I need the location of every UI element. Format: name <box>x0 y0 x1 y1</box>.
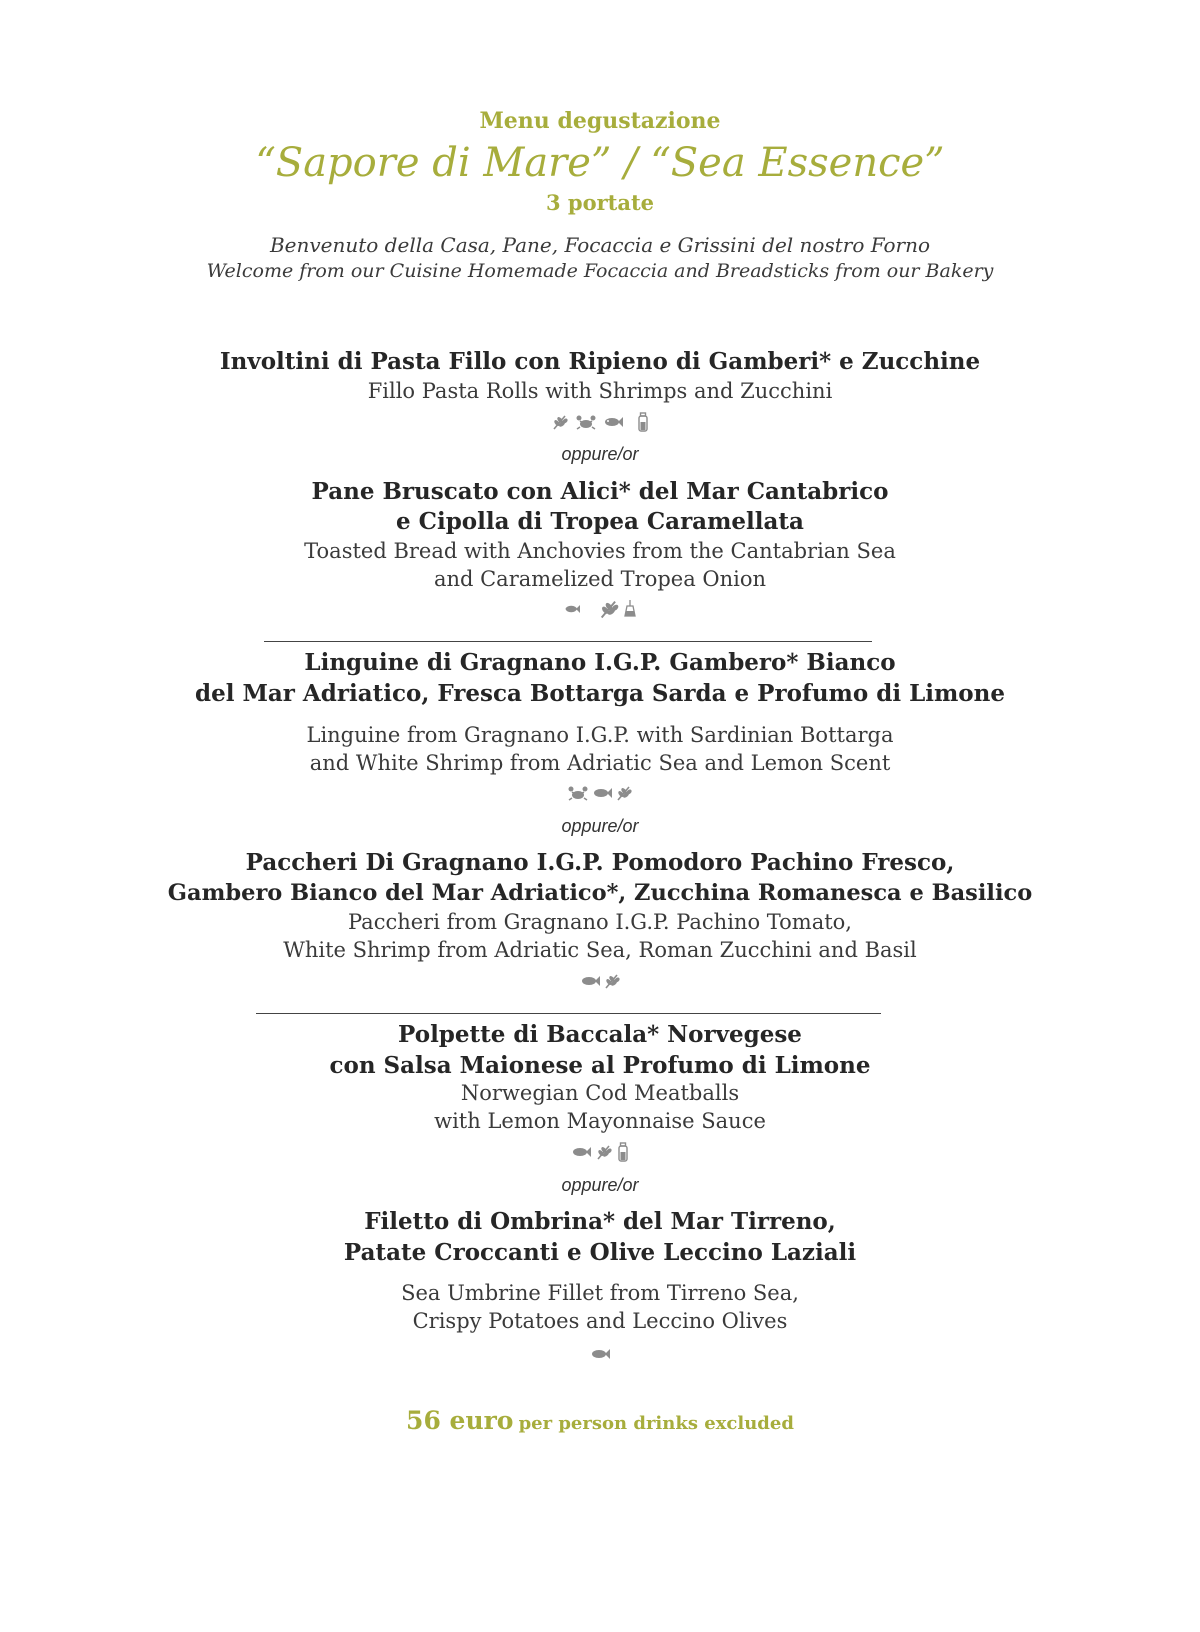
welcome-english: Welcome from our Cuisine Homemade Focaccia and Breadsticks from our Bakery <box>206 260 994 282</box>
or-separator-1: oppure/or <box>561 444 639 464</box>
dish-5-italian-line-2: con Salsa Maionese al Profumo di Limone <box>329 1052 871 1079</box>
dish-2-italian-line-2: e Cipolla di Tropea Caramellata <box>396 508 804 535</box>
sulphite-icon <box>624 599 636 619</box>
dish-3-allergens <box>0 784 1200 802</box>
courses-count: 3 portate <box>545 190 655 215</box>
dish-2-english-line-1: Toasted Bread with Anchovies from the Cantabrian Sea <box>304 539 896 563</box>
dish-1-english-line-1: Fillo Pasta Rolls with Shrimps and Zucchini <box>367 379 833 403</box>
dish-6-italian-line-2: Patate Croccanti e Olive Leccino Laziali <box>343 1239 857 1266</box>
dish-6-allergens <box>0 1348 1200 1360</box>
price-amount: 56 euro <box>406 1406 514 1435</box>
dish-3-italian-line-1: Linguine di Gragnano I.G.P. Gambero* Bianco <box>304 649 896 676</box>
dairy-icon <box>617 1142 629 1162</box>
or-separator-3: oppure/or <box>561 1175 639 1195</box>
dish-6-italian-line-1: Filetto di Ombrina* del Mar Tirreno, <box>364 1208 836 1235</box>
dish-6-english-line-2: Crispy Potatoes and Leccino Olives <box>412 1309 788 1333</box>
dish-5-english-line-2: with Lemon Mayonnaise Sauce <box>434 1109 766 1133</box>
dish-6-english-line-1: Sea Umbrine Fillet from Tirreno Sea, <box>401 1281 799 1305</box>
course-divider-2 <box>256 1013 881 1014</box>
dish-4-italian-line-2: Gambero Bianco del Mar Adriatico*, Zucchina Romanesca e Basilico <box>167 880 1033 906</box>
course-divider-1 <box>264 641 872 642</box>
crustacean-icon <box>575 414 597 430</box>
gluten-icon <box>603 972 621 990</box>
fish-icon <box>592 787 612 799</box>
price-note: per person drinks excluded <box>518 1413 794 1434</box>
dish-4-allergens <box>0 972 1200 990</box>
dairy-icon <box>637 412 649 432</box>
menu-label: Menu degustazione <box>479 108 721 134</box>
dish-5-allergens <box>0 1142 1200 1162</box>
gluten-icon <box>551 413 569 431</box>
dish-5-english-line-1: Norwegian Cod Meatballs <box>460 1081 740 1105</box>
crustacean-icon <box>567 785 589 801</box>
dish-4-english-line-1: Paccheri from Gragnano I.G.P. Pachino Tomato, <box>348 910 852 934</box>
fish-icon <box>571 1146 591 1158</box>
dish-5-italian-line-1: Polpette di Baccala* Norvegese <box>398 1021 802 1048</box>
dish-3-italian-line-2: del Mar Adriatico, Fresca Bottarga Sarda e Profumo di Limone <box>194 680 1006 707</box>
gluten-icon <box>615 784 633 802</box>
or-separator-2: oppure/or <box>561 816 639 836</box>
dish-2-allergens <box>0 598 1200 620</box>
gluten-icon <box>598 598 620 620</box>
dish-3-english-line-1: Linguine from Gragnano I.G.P. with Sardinian Bottarga <box>306 723 894 747</box>
dish-2-english-line-2: and Caramelized Tropea Onion <box>433 567 767 591</box>
dish-2-italian-line-1: Pane Bruscato con Alici* del Mar Cantabrico <box>311 478 889 505</box>
fish-icon <box>580 975 600 987</box>
fish-icon <box>590 1348 610 1360</box>
dish-4-italian-line-1: Paccheri Di Gragnano I.G.P. Pomodoro Pachino Fresco, <box>245 849 955 876</box>
gluten-icon <box>595 1143 613 1161</box>
dish-3-english-line-2: and White Shrimp from Adriatic Sea and Lemon Scent <box>309 751 891 775</box>
dish-1-allergens <box>0 412 1200 432</box>
fish-icon <box>603 416 623 428</box>
menu-title: “Sapore di Mare” / “Sea Essence” <box>255 140 945 186</box>
dish-4-english-line-2: White Shrimp from Adriatic Sea, Roman Zucchini and Basil <box>283 938 917 962</box>
welcome-italian: Benvenuto della Casa, Pane, Focaccia e Grissini del nostro Forno <box>269 233 931 257</box>
dish-1-italian-line-1: Involtini di Pasta Fillo con Ripieno di Gamberi* e Zucchine <box>219 348 981 375</box>
price-line <box>0 1406 1200 1435</box>
fish-icon <box>564 604 580 614</box>
